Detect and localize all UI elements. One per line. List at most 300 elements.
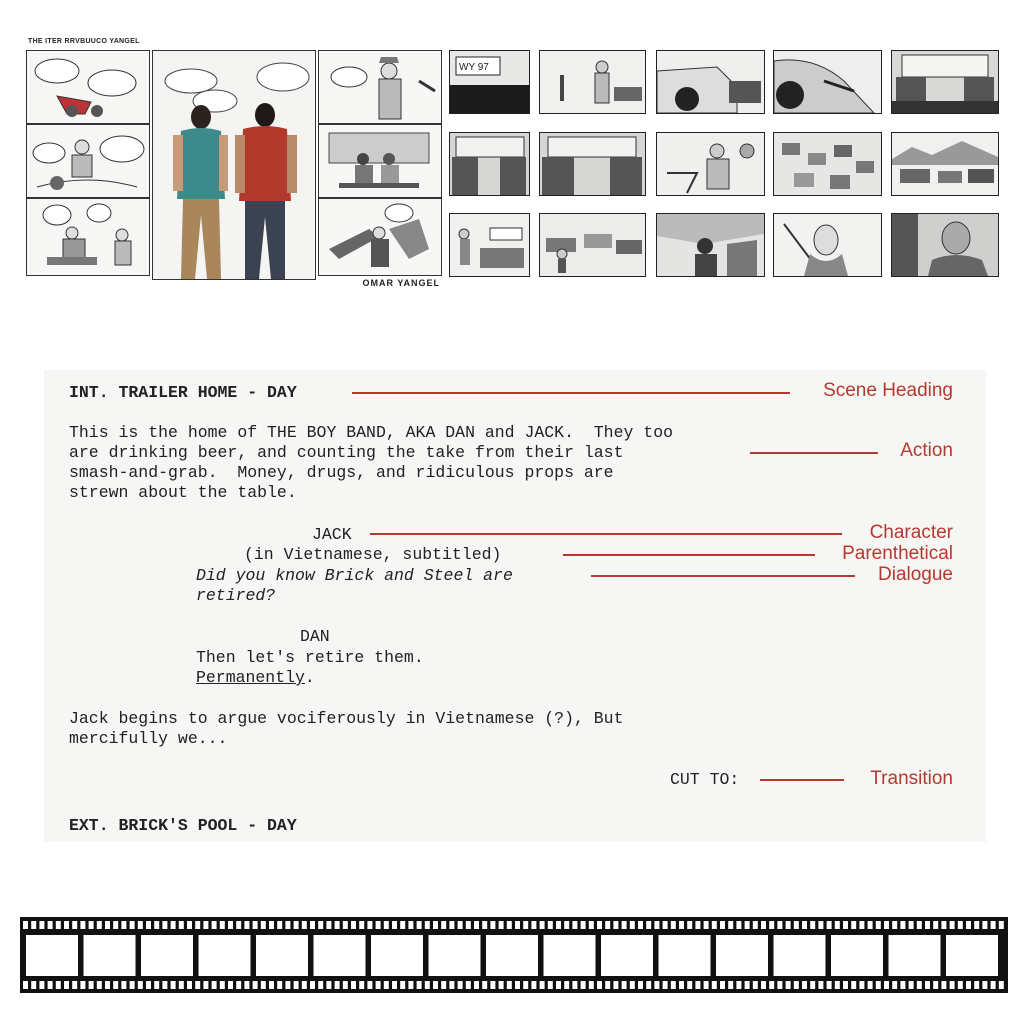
sprocket-hole bbox=[933, 921, 938, 929]
sprocket-hole bbox=[72, 921, 77, 929]
storyboard-panel bbox=[318, 50, 442, 124]
sprocket-hole bbox=[818, 921, 823, 929]
sprocket-hole bbox=[39, 981, 44, 989]
sprocket-hole bbox=[310, 981, 315, 989]
sprocket-hole bbox=[728, 921, 733, 929]
sprocket-hole bbox=[843, 921, 848, 929]
sprocket-hole bbox=[105, 981, 110, 989]
sprocket-hole bbox=[712, 981, 717, 989]
dialogue-line: retired? bbox=[196, 586, 276, 605]
sprocket-hole bbox=[384, 981, 389, 989]
sprocket-hole bbox=[794, 981, 799, 989]
sprocket-hole bbox=[376, 981, 381, 989]
sprocket-hole bbox=[835, 921, 840, 929]
sprocket-hole bbox=[146, 921, 151, 929]
sprocket-hole bbox=[171, 921, 176, 929]
sprocket-hole bbox=[351, 921, 356, 929]
sprocket-hole bbox=[597, 921, 602, 929]
sprocket-hole bbox=[958, 921, 963, 929]
dialogue-emphasis: Permanently bbox=[196, 668, 305, 687]
sprocket-hole bbox=[48, 921, 53, 929]
sprocket-hole bbox=[605, 981, 610, 989]
sprocket-hole bbox=[679, 921, 684, 929]
sprocket-hole bbox=[130, 981, 135, 989]
film-frame bbox=[256, 935, 308, 976]
sprocket-hole bbox=[671, 921, 676, 929]
sprocket-hole bbox=[589, 921, 594, 929]
dialogue-line: Then let's retire them. bbox=[196, 648, 424, 667]
sprocket-hole bbox=[859, 921, 864, 929]
parenthetical-pointer bbox=[563, 554, 815, 556]
sprocket-hole bbox=[203, 981, 208, 989]
storyboard-sheet bbox=[26, 38, 442, 294]
sprocket-hole bbox=[507, 981, 512, 989]
scene-heading-pointer bbox=[352, 392, 790, 394]
sprocket-hole bbox=[474, 921, 479, 929]
sprocket-hole bbox=[80, 921, 85, 929]
sprocket-hole bbox=[638, 921, 643, 929]
film-frame bbox=[774, 935, 826, 976]
sprocket-hole bbox=[999, 981, 1004, 989]
storyboard-frame bbox=[891, 213, 999, 277]
sprocket-hole bbox=[343, 921, 348, 929]
sprocket-hole bbox=[827, 921, 832, 929]
sprocket-hole bbox=[23, 981, 28, 989]
sprocket-hole bbox=[499, 921, 504, 929]
storyboard-frame bbox=[891, 132, 999, 196]
dialogue-pointer bbox=[591, 575, 855, 577]
sprocket-hole bbox=[523, 921, 528, 929]
sprocket-hole bbox=[302, 981, 307, 989]
sprocket-hole bbox=[900, 981, 905, 989]
sprocket-hole bbox=[515, 921, 520, 929]
sprocket-hole bbox=[23, 921, 28, 929]
sprocket-hole bbox=[507, 921, 512, 929]
sprocket-hole bbox=[736, 921, 741, 929]
sprocket-hole bbox=[630, 981, 635, 989]
sprocket-hole bbox=[777, 981, 782, 989]
sprocket-hole bbox=[548, 981, 553, 989]
sprocket-hole bbox=[80, 981, 85, 989]
sprocket-hole bbox=[253, 921, 258, 929]
sprocket-hole bbox=[146, 981, 151, 989]
sprocket-hole bbox=[400, 921, 405, 929]
sprocket-hole bbox=[105, 921, 110, 929]
storyboard-frame bbox=[539, 50, 646, 114]
sprocket-hole bbox=[179, 981, 184, 989]
transition: CUT TO: bbox=[670, 770, 740, 789]
sprocket-hole bbox=[597, 981, 602, 989]
storyboard-frame bbox=[773, 50, 882, 114]
sprocket-hole bbox=[622, 981, 627, 989]
sprocket-hole bbox=[220, 921, 225, 929]
sprocket-hole bbox=[89, 981, 94, 989]
sprocket-hole bbox=[786, 921, 791, 929]
sprocket-hole bbox=[490, 921, 495, 929]
sprocket-hole bbox=[187, 921, 192, 929]
sprocket-hole bbox=[187, 981, 192, 989]
sprocket-hole bbox=[359, 981, 364, 989]
sprocket-hole bbox=[786, 981, 791, 989]
sprocket-hole bbox=[220, 981, 225, 989]
sprocket-hole bbox=[531, 921, 536, 929]
sprocket-hole bbox=[818, 981, 823, 989]
sprocket-hole bbox=[900, 921, 905, 929]
storyboard-frame bbox=[773, 213, 882, 277]
sprocket-hole bbox=[531, 981, 536, 989]
sprocket-hole bbox=[367, 921, 372, 929]
storyboard-credit: OMAR YANGEL bbox=[362, 278, 440, 288]
sprocket-hole bbox=[294, 981, 299, 989]
sprocket-hole bbox=[203, 921, 208, 929]
character-name-jack: JACK bbox=[312, 525, 352, 544]
sprocket-hole bbox=[138, 921, 143, 929]
sprocket-hole bbox=[687, 921, 692, 929]
sprocket-hole bbox=[154, 921, 159, 929]
sprocket-hole bbox=[302, 921, 307, 929]
action-line: smash-and-grab. Money, drugs, and ridiculous props are bbox=[69, 463, 614, 482]
sprocket-hole bbox=[917, 981, 922, 989]
label-character: Character bbox=[869, 522, 953, 543]
sprocket-hole bbox=[753, 981, 758, 989]
sprocket-hole bbox=[326, 921, 331, 929]
sprocket-hole bbox=[64, 921, 69, 929]
sprocket-hole bbox=[392, 921, 397, 929]
film-frame bbox=[601, 935, 653, 976]
sprocket-hole bbox=[745, 921, 750, 929]
sprocket-hole bbox=[876, 981, 881, 989]
sprocket-hole bbox=[720, 981, 725, 989]
sprocket-hole bbox=[909, 981, 914, 989]
sprocket-hole bbox=[654, 981, 659, 989]
sprocket-hole bbox=[154, 981, 159, 989]
sprocket-hole bbox=[613, 921, 618, 929]
scene-heading: INT. TRAILER HOME - DAY bbox=[69, 383, 297, 402]
sprocket-hole bbox=[704, 981, 709, 989]
sprocket-hole bbox=[868, 981, 873, 989]
sprocket-hole bbox=[613, 981, 618, 989]
sprocket-hole bbox=[277, 981, 282, 989]
sprocket-hole bbox=[769, 921, 774, 929]
sprocket-hole bbox=[654, 921, 659, 929]
storyboard-frame bbox=[656, 50, 765, 114]
sprocket-hole bbox=[48, 981, 53, 989]
sprocket-hole bbox=[433, 981, 438, 989]
sprocket-hole bbox=[761, 921, 766, 929]
sprocket-hole bbox=[794, 921, 799, 929]
action-line: strewn about the table. bbox=[69, 483, 297, 502]
film-frame bbox=[314, 935, 366, 976]
storyboard-panel bbox=[26, 50, 150, 124]
sprocket-hole bbox=[851, 921, 856, 929]
sprocket-hole bbox=[269, 981, 274, 989]
sprocket-hole bbox=[31, 921, 36, 929]
sprocket-hole bbox=[950, 921, 955, 929]
sprocket-hole bbox=[671, 981, 676, 989]
sprocket-hole bbox=[859, 981, 864, 989]
sprocket-hole bbox=[695, 921, 700, 929]
sprocket-hole bbox=[285, 921, 290, 929]
sprocket-hole bbox=[228, 921, 233, 929]
sprocket-hole bbox=[769, 981, 774, 989]
storyboard-frame bbox=[773, 132, 882, 196]
sprocket-hole bbox=[687, 981, 692, 989]
film-frame bbox=[946, 935, 998, 976]
sprocket-hole bbox=[97, 921, 102, 929]
sprocket-hole bbox=[417, 981, 422, 989]
sprocket-hole bbox=[999, 921, 1004, 929]
sprocket-hole bbox=[310, 921, 315, 929]
sprocket-hole bbox=[277, 921, 282, 929]
sprocket-hole bbox=[490, 981, 495, 989]
sprocket-hole bbox=[581, 921, 586, 929]
action-line: are drinking beer, and counting the take from their last bbox=[69, 443, 624, 462]
svg-text:WY 97: WY 97 bbox=[459, 62, 489, 73]
label-transition: Transition bbox=[870, 768, 953, 789]
sprocket-hole bbox=[408, 981, 413, 989]
storyboard-frame bbox=[539, 213, 646, 277]
sprocket-hole bbox=[974, 921, 979, 929]
sprocket-hole bbox=[343, 981, 348, 989]
sprocket-hole bbox=[991, 981, 996, 989]
sprocket-hole bbox=[933, 981, 938, 989]
sprocket-hole bbox=[892, 921, 897, 929]
sprocket-hole bbox=[212, 921, 217, 929]
film-frame bbox=[84, 935, 136, 976]
film-strip-graphic bbox=[20, 917, 1008, 993]
sprocket-hole bbox=[802, 981, 807, 989]
action-line: Jack begins to argue vociferously in Vietnamese (?), But bbox=[69, 709, 624, 728]
sprocket-hole bbox=[630, 921, 635, 929]
sprocket-hole bbox=[425, 981, 430, 989]
sprocket-hole bbox=[195, 981, 200, 989]
sprocket-hole bbox=[72, 981, 77, 989]
sprocket-hole bbox=[925, 981, 930, 989]
sprocket-hole bbox=[745, 981, 750, 989]
sprocket-hole bbox=[113, 981, 118, 989]
sprocket-hole bbox=[138, 981, 143, 989]
sprocket-hole bbox=[695, 981, 700, 989]
sprocket-hole bbox=[130, 921, 135, 929]
storyboard-frame bbox=[449, 50, 530, 114]
sprocket-hole bbox=[851, 981, 856, 989]
sprocket-hole bbox=[195, 921, 200, 929]
screenplay-page bbox=[44, 370, 986, 842]
sprocket-hole bbox=[753, 921, 758, 929]
film-frame bbox=[371, 935, 423, 976]
label-parenthetical: Parenthetical bbox=[842, 543, 953, 564]
sprocket-hole bbox=[810, 981, 815, 989]
film-frame bbox=[141, 935, 193, 976]
sprocket-hole bbox=[876, 921, 881, 929]
storyboard-frame bbox=[539, 132, 646, 196]
storyboard-panel bbox=[26, 198, 150, 276]
sprocket-hole bbox=[704, 921, 709, 929]
sprocket-hole bbox=[712, 921, 717, 929]
action-pointer bbox=[750, 452, 878, 454]
sprocket-hole bbox=[31, 981, 36, 989]
dialogue-punctuation: . bbox=[304, 668, 315, 687]
sprocket-hole bbox=[392, 981, 397, 989]
sprocket-hole bbox=[64, 981, 69, 989]
storyboard-panel bbox=[26, 124, 150, 198]
sprocket-hole bbox=[482, 981, 487, 989]
sprocket-hole bbox=[162, 981, 167, 989]
sprocket-hole bbox=[433, 921, 438, 929]
sprocket-hole bbox=[982, 921, 987, 929]
sprocket-hole bbox=[917, 921, 922, 929]
sprocket-hole bbox=[958, 981, 963, 989]
sprocket-hole bbox=[228, 981, 233, 989]
sprocket-hole bbox=[950, 981, 955, 989]
storyboard-frame bbox=[449, 213, 530, 277]
film-frame bbox=[544, 935, 596, 976]
sprocket-hole bbox=[417, 921, 422, 929]
sprocket-hole bbox=[761, 981, 766, 989]
film-frame bbox=[486, 935, 538, 976]
label-dialogue: Dialogue bbox=[878, 564, 953, 585]
sprocket-hole bbox=[868, 921, 873, 929]
parenthetical: (in Vietnamese, subtitled) bbox=[244, 545, 502, 564]
sprocket-hole bbox=[991, 921, 996, 929]
sprocket-hole bbox=[449, 981, 454, 989]
action-line: mercifully we... bbox=[69, 729, 228, 748]
sprocket-hole bbox=[359, 921, 364, 929]
sprocket-hole bbox=[56, 981, 61, 989]
dialogue-line: Did you know Brick and Steel are bbox=[196, 566, 513, 585]
film-frame bbox=[429, 935, 481, 976]
sprocket-hole bbox=[966, 981, 971, 989]
label-action: Action bbox=[900, 440, 953, 461]
sprocket-hole bbox=[622, 921, 627, 929]
sprocket-hole bbox=[646, 981, 651, 989]
sprocket-hole bbox=[556, 921, 561, 929]
sprocket-hole bbox=[884, 921, 889, 929]
sprocket-hole bbox=[89, 921, 94, 929]
sprocket-hole bbox=[318, 921, 323, 929]
sprocket-hole bbox=[966, 921, 971, 929]
sprocket-hole bbox=[179, 921, 184, 929]
sprocket-hole bbox=[941, 921, 946, 929]
sprocket-hole bbox=[212, 981, 217, 989]
label-scene-heading: Scene Heading bbox=[823, 380, 953, 401]
storyboard-frame bbox=[656, 213, 765, 277]
sprocket-hole bbox=[121, 981, 126, 989]
sprocket-hole bbox=[113, 921, 118, 929]
sprocket-hole bbox=[269, 921, 274, 929]
sprocket-hole bbox=[261, 981, 266, 989]
sprocket-hole bbox=[335, 921, 340, 929]
sprocket-hole bbox=[376, 921, 381, 929]
sprocket-hole bbox=[572, 981, 577, 989]
film-frame bbox=[716, 935, 768, 976]
sprocket-hole bbox=[294, 921, 299, 929]
sprocket-hole bbox=[827, 981, 832, 989]
sprocket-hole bbox=[925, 921, 930, 929]
sprocket-hole bbox=[244, 981, 249, 989]
sprocket-hole bbox=[261, 921, 266, 929]
sprocket-hole bbox=[449, 921, 454, 929]
sprocket-hole bbox=[540, 981, 545, 989]
sprocket-hole bbox=[728, 981, 733, 989]
storyboard-hero-panel bbox=[152, 50, 316, 280]
film-frame bbox=[889, 935, 941, 976]
sprocket-hole bbox=[564, 921, 569, 929]
storyboard-sheet-title: THE ITER RRVBUUCO YANGEL bbox=[28, 38, 140, 45]
sprocket-hole bbox=[540, 921, 545, 929]
storyboard-frame bbox=[449, 132, 530, 196]
sprocket-hole bbox=[884, 981, 889, 989]
sprocket-hole bbox=[458, 981, 463, 989]
sprocket-hole bbox=[835, 981, 840, 989]
sprocket-hole bbox=[236, 981, 241, 989]
sprocket-hole bbox=[564, 981, 569, 989]
sprocket-hole bbox=[384, 921, 389, 929]
storyboard-panel bbox=[318, 124, 442, 198]
film-frame bbox=[659, 935, 711, 976]
sprocket-hole bbox=[523, 981, 528, 989]
film-frame bbox=[26, 935, 78, 976]
sprocket-hole bbox=[458, 921, 463, 929]
sprocket-hole bbox=[441, 981, 446, 989]
sprocket-hole bbox=[474, 981, 479, 989]
character-name-dan: DAN bbox=[300, 627, 330, 646]
sprocket-hole bbox=[548, 921, 553, 929]
sprocket-hole bbox=[244, 921, 249, 929]
sprocket-hole bbox=[367, 981, 372, 989]
sprocket-hole bbox=[39, 921, 44, 929]
sprocket-hole bbox=[810, 921, 815, 929]
action-line: This is the home of THE BOY BAND, AKA DAN and JACK. They too bbox=[69, 423, 673, 442]
sprocket-hole bbox=[400, 981, 405, 989]
next-scene-heading: EXT. BRICK'S POOL - DAY bbox=[69, 816, 297, 835]
sprocket-hole bbox=[736, 981, 741, 989]
sprocket-hole bbox=[441, 921, 446, 929]
sprocket-hole bbox=[941, 981, 946, 989]
transition-pointer bbox=[760, 779, 844, 781]
sprocket-hole bbox=[646, 921, 651, 929]
sprocket-hole bbox=[499, 981, 504, 989]
sprocket-hole bbox=[572, 921, 577, 929]
sprocket-hole bbox=[720, 921, 725, 929]
sprocket-hole bbox=[589, 981, 594, 989]
storyboard-frame bbox=[891, 50, 999, 114]
sprocket-hole bbox=[335, 981, 340, 989]
film-frame bbox=[831, 935, 883, 976]
sprocket-hole bbox=[466, 981, 471, 989]
sprocket-hole bbox=[638, 981, 643, 989]
sprocket-hole bbox=[581, 981, 586, 989]
sprocket-hole bbox=[556, 981, 561, 989]
sprocket-hole bbox=[843, 981, 848, 989]
sprocket-hole bbox=[909, 921, 914, 929]
dialogue-line bbox=[196, 668, 315, 688]
sprocket-hole bbox=[162, 921, 167, 929]
sprocket-hole bbox=[318, 981, 323, 989]
sprocket-hole bbox=[482, 921, 487, 929]
sprocket-hole bbox=[777, 921, 782, 929]
sprocket-hole bbox=[982, 981, 987, 989]
sprocket-hole bbox=[663, 921, 668, 929]
sprocket-hole bbox=[236, 921, 241, 929]
film-frame bbox=[199, 935, 251, 976]
sprocket-hole bbox=[171, 981, 176, 989]
sprocket-hole bbox=[326, 981, 331, 989]
sprocket-hole bbox=[351, 981, 356, 989]
sprocket-hole bbox=[97, 981, 102, 989]
storyboard-frame bbox=[656, 132, 765, 196]
film-strip bbox=[20, 917, 1008, 993]
